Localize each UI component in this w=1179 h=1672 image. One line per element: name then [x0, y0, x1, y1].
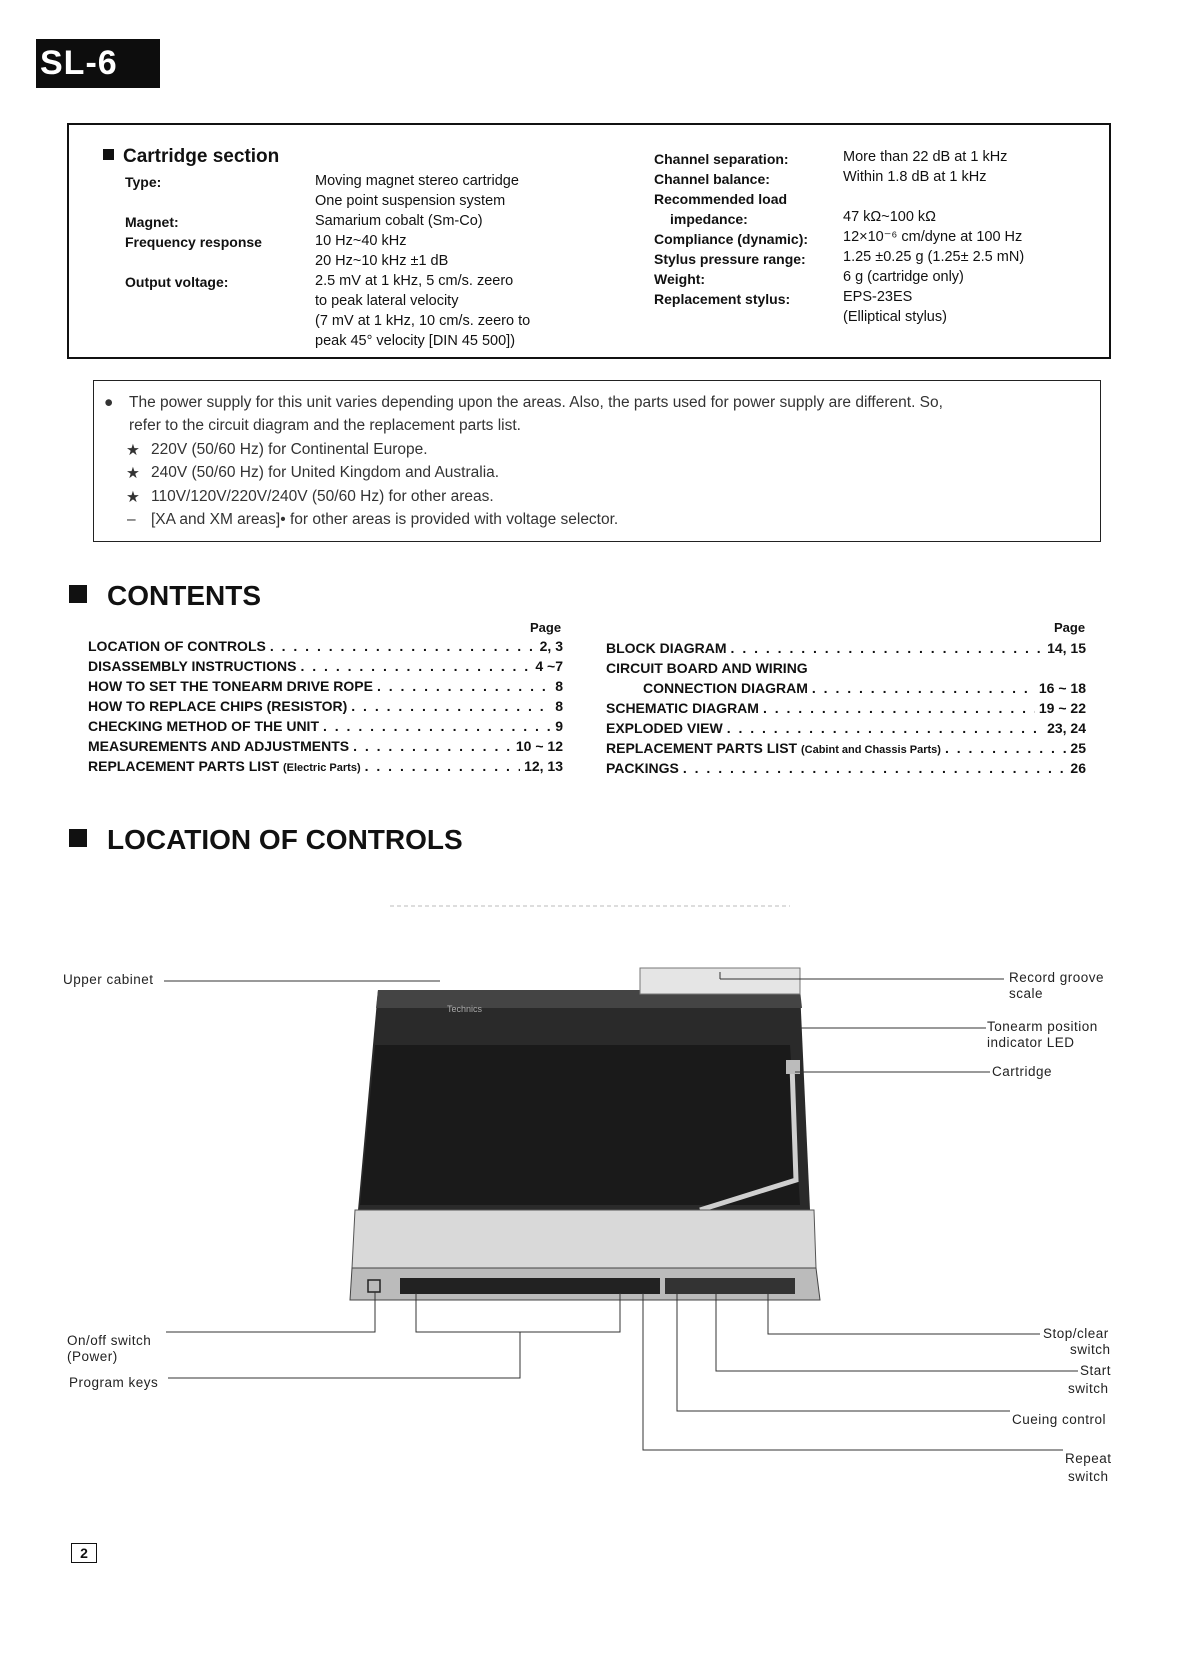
brand-logo: Technics [447, 1004, 483, 1014]
controls-title: LOCATION OF CONTROLS [69, 824, 463, 856]
star-icon: ★ [126, 442, 140, 459]
repeat-switch-label: switch [1068, 1469, 1109, 1484]
model-tag: SL-6 [36, 39, 160, 88]
spec-value: 12×10⁻⁶ cm/dyne at 100 Hz [843, 229, 1023, 245]
spec-value: to peak lateral velocity [315, 293, 459, 309]
spec-value: More than 22 dB at 1 kHz [843, 149, 1008, 165]
tonearm-led-label: Tonearm position [987, 1019, 1098, 1034]
start-switch-label: switch [1068, 1381, 1109, 1396]
spec-label: Magnet: [125, 214, 179, 230]
onoff-switch-label: On/off switch [67, 1333, 152, 1348]
toc-left-column [88, 638, 563, 778]
dash-icon: – [127, 511, 136, 528]
spec-value: 10 Hz~40 kHz [315, 233, 407, 249]
spec-value: 47 kΩ~100 kΩ [843, 209, 937, 225]
toc-entry[interactable]: MEASUREMENTS AND ADJUSTMENTS . . . 10 ~ 12 [88, 738, 563, 758]
toc-entry[interactable]: PACKINGS . . . 26 [606, 760, 1086, 780]
toc-entry[interactable]: REPLACEMENT PARTS LIST (Electric Parts) . . . 12, 13 [88, 758, 563, 778]
bullet-icon: ● [104, 394, 114, 411]
toc-entry[interactable]: SCHEMATIC DIAGRAM . . . 19 ~ 22 [606, 700, 1086, 720]
spec-label: impedance: [670, 211, 748, 227]
spec-value: (Elliptical stylus) [843, 309, 947, 325]
spec-label: Compliance (dynamic): [654, 231, 809, 247]
page-column-header: Page [530, 620, 562, 635]
spec-value: EPS-23ES [843, 289, 913, 305]
cueing-control-label: Cueing control [1012, 1412, 1107, 1427]
record-groove-label: Record groove [1009, 970, 1105, 985]
toc-entry[interactable]: BLOCK DIAGRAM . . . 14, 15 [606, 640, 1086, 660]
upper-cabinet-label: Upper cabinet [63, 972, 154, 987]
record-groove-label: scale [1009, 986, 1044, 1001]
spec-label: Channel separation: [654, 151, 789, 167]
turntable-illustration [0, 880, 1179, 1500]
square-bullet-icon [69, 829, 87, 847]
toc-entry[interactable]: DISASSEMBLY INSTRUCTIONS . . . 4 ~7 [88, 658, 563, 678]
turntable-base [352, 1210, 816, 1268]
spec-label: Weight: [654, 271, 706, 287]
toc-entry[interactable]: EXPLODED VIEW . . . 23, 24 [606, 720, 1086, 740]
cartridge-heading: Cartridge section [103, 146, 279, 168]
star-icon: ★ [126, 465, 140, 482]
voltage-item: 240V (50/60 Hz) for United Kingdom and Australia. [151, 464, 500, 481]
onoff-switch-label: (Power) [67, 1349, 118, 1364]
square-bullet-icon [103, 149, 114, 160]
toc-right-column [606, 640, 1086, 780]
toc-entry[interactable]: CONNECTION DIAGRAM . . . 16 ~ 18 [606, 680, 1086, 700]
spec-label: Recommended load [654, 191, 788, 207]
toc-entry[interactable]: REPLACEMENT PARTS LIST (Cabint and Chassis Parts) . . . 25 [606, 740, 1086, 760]
spec-value: 6 g (cartridge only) [843, 269, 964, 285]
spec-value: (7 mV at 1 kHz, 10 cm/s. zeero to [315, 313, 531, 329]
square-bullet-icon [69, 585, 87, 603]
spec-label: Output voltage: [125, 274, 229, 290]
spec-value: One point suspension system [315, 193, 506, 209]
cartridge-label: Cartridge [992, 1064, 1053, 1079]
spec-value: 1.25 ±0.25 g (1.25± 2.5 mN) [843, 249, 1025, 265]
record-groove-scale [640, 968, 800, 994]
spec-value: Samarium cobalt (Sm-Co) [315, 213, 483, 229]
stop-clear-label: switch [1070, 1342, 1111, 1357]
spec-value: Within 1.8 dB at 1 kHz [843, 169, 987, 185]
toc-entry[interactable]: LOCATION OF CONTROLS . . . 2, 3 [88, 638, 563, 658]
spec-label: Channel balance: [654, 171, 770, 187]
program-keys-strip [400, 1278, 660, 1294]
voltage-item: 220V (50/60 Hz) for Continental Europe. [151, 441, 428, 458]
star-icon: ★ [126, 489, 140, 506]
contents-title: CONTENTS [69, 580, 261, 612]
toc-entry[interactable]: CIRCUIT BOARD AND WIRING [606, 660, 808, 676]
spec-label: Replacement stylus: [654, 291, 791, 307]
power-note-line: refer to the circuit diagram and the replacement parts list. [129, 417, 521, 434]
spec-value: 20 Hz~10 kHz ±1 dB [315, 253, 449, 269]
tonearm-led-label: indicator LED [987, 1035, 1075, 1050]
page-column-header: Page [1054, 620, 1086, 635]
spec-value: Moving magnet stereo cartridge [315, 173, 519, 189]
power-note-line: The power supply for this unit varies depending upon the areas. Also, the parts used for power supply are different. So, [129, 394, 943, 411]
toc-entry[interactable]: HOW TO REPLACE CHIPS (RESISTOR) . . . 8 [88, 698, 563, 718]
voltage-item: 110V/120V/220V/240V (50/60 Hz) for other areas. [151, 488, 494, 505]
program-keys-label: Program keys [69, 1375, 159, 1390]
voltage-selector-note: [XA and XM areas]• for other areas is provided with voltage selector. [151, 511, 619, 528]
stop-clear-label: Stop/clear [1043, 1326, 1109, 1341]
start-switch-label: Start [1080, 1363, 1112, 1378]
spec-value: peak 45° velocity [DIN 45 500]) [315, 333, 516, 349]
page-number: 2 [71, 1543, 97, 1563]
spec-label: Stylus pressure range: [654, 251, 806, 267]
function-keys-strip [665, 1278, 795, 1294]
toc-entry[interactable]: HOW TO SET THE TONEARM DRIVE ROPE . . . 8 [88, 678, 563, 698]
spec-label: Type: [125, 174, 162, 190]
spec-value: 2.5 mV at 1 kHz, 5 cm/s. zeero [315, 273, 514, 289]
toc-entry[interactable]: CHECKING METHOD OF THE UNIT . . . 9 [88, 718, 563, 738]
repeat-switch-label: Repeat [1065, 1451, 1112, 1466]
spec-label: Frequency response [125, 234, 262, 250]
